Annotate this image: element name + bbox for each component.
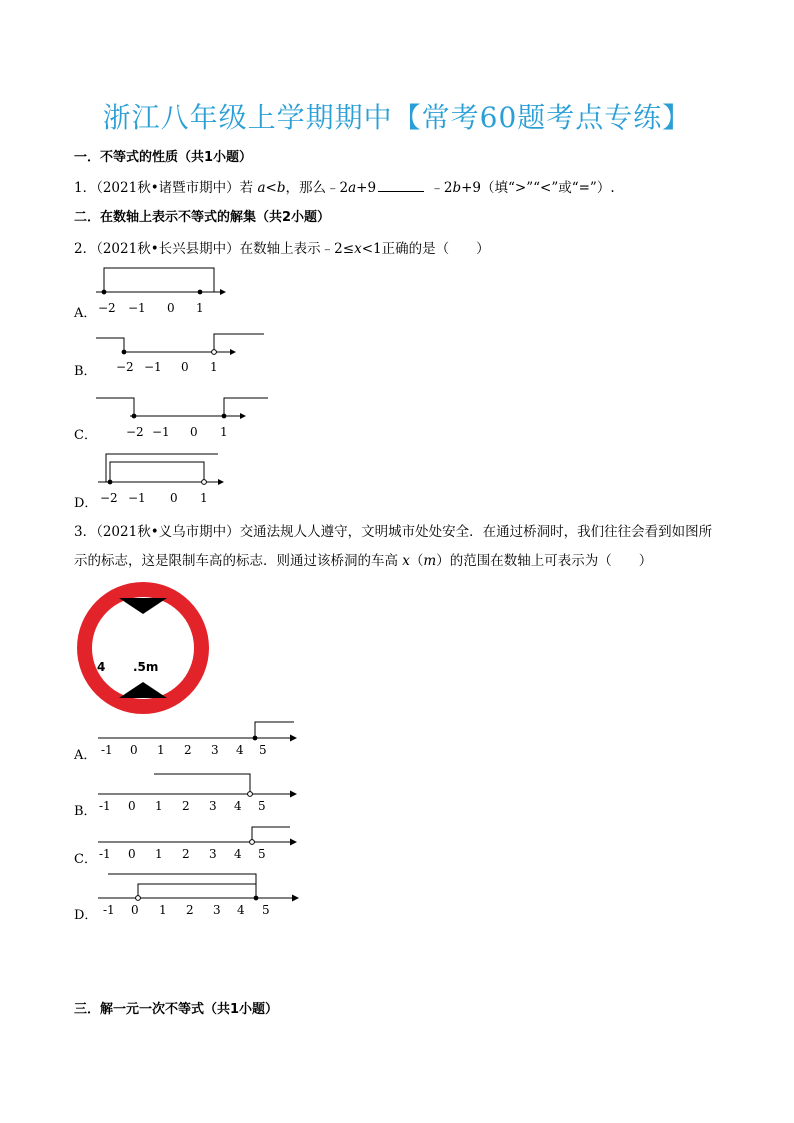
tick-label: −1 <box>128 491 146 505</box>
q3-option-d-label[interactable]: D． <box>74 908 98 923</box>
height-limit-sign <box>75 580 211 716</box>
q3-option-c-label[interactable]: C． <box>74 852 97 867</box>
axis-arrow <box>218 479 224 485</box>
tick-label: 0 <box>131 903 139 917</box>
tick-label: 4 <box>237 903 245 917</box>
tick-label: 1 <box>155 799 163 813</box>
q1-suffix: +9（填“>”“<”或“=”）. <box>461 180 615 196</box>
q3-option-c-numberline <box>94 820 304 864</box>
endpoint-open <box>248 792 253 797</box>
q2-text-pre: 2．（2021秋•长兴县期中）在数轴上表示﹣2≤ <box>74 241 355 257</box>
q1-var-b2: b <box>452 180 462 196</box>
tick-label: 1 <box>200 491 208 505</box>
solution-bracket-left <box>96 398 134 416</box>
tick-label: 0 <box>130 743 138 757</box>
q3-unit-open: （ <box>409 553 424 569</box>
q3-option-b-label[interactable]: B． <box>74 804 97 819</box>
q1-lt: < <box>265 180 277 196</box>
q1-var-a2: a <box>348 180 357 196</box>
axis-arrow <box>230 349 236 355</box>
q2-option-b-numberline <box>90 326 270 380</box>
tick-label: 1 <box>210 360 218 374</box>
solution-bracket <box>154 774 250 794</box>
tick-label: 0 <box>181 360 189 374</box>
tick-label: 0 <box>128 847 136 861</box>
q3-option-d-numberline <box>94 866 304 920</box>
endpoint-open <box>250 840 255 845</box>
q1-prefix: 1．（2021秋•诸暨市期中）若 <box>74 180 258 196</box>
endpoint-closed <box>222 414 227 419</box>
solution-bracket-outer <box>106 454 218 482</box>
tick-label: -1 <box>101 743 113 757</box>
tick-label: −2 <box>126 425 144 439</box>
tick-label: 1 <box>155 847 163 861</box>
endpoint-open <box>212 350 217 355</box>
tick-label: 2 <box>186 903 194 917</box>
tick-label: −2 <box>100 491 118 505</box>
axis-arrow <box>290 735 297 742</box>
question-3-line-2 <box>74 549 652 569</box>
section-heading-3: 三．解一元一次不等式（共1小题） <box>74 1002 279 1017</box>
q2-option-d-label[interactable]: D． <box>74 496 98 511</box>
q3-line2-post: 的范围在数轴上可表示为（ ） <box>449 553 653 569</box>
tick-label: 3 <box>209 799 217 813</box>
tick-label: −2 <box>98 301 116 315</box>
tick-label: 0 <box>170 491 178 505</box>
q2-option-c-numberline <box>90 390 274 446</box>
tick-label: 1 <box>220 425 228 439</box>
tick-label: 1 <box>196 301 204 315</box>
sign-height-decimal: .5m <box>133 660 159 674</box>
section-heading-1: 一．不等式的性质（共1小题） <box>74 150 253 165</box>
q3-unit-close: ） <box>436 553 450 569</box>
q3-option-a-numberline <box>94 716 304 760</box>
tick-label: 1 <box>159 903 167 917</box>
endpoint-closed <box>122 350 127 355</box>
tick-label: 4 <box>234 847 242 861</box>
q2-option-a-label[interactable]: A． <box>74 306 97 321</box>
question-2 <box>74 237 490 257</box>
endpoint-closed <box>198 290 203 295</box>
q3-var-x: x <box>402 553 410 569</box>
q2-option-a-numberline <box>90 262 230 322</box>
tick-label: 2 <box>184 743 192 757</box>
endpoint-closed <box>132 414 137 419</box>
endpoint-open <box>136 896 141 901</box>
q3-unit-m: m <box>423 553 437 569</box>
q3-option-b-numberline <box>94 766 304 816</box>
page-title: 浙江八年级上学期期中【常考60题考点专练】 <box>102 101 692 134</box>
solution-bracket-right <box>214 334 264 352</box>
axis-arrow <box>220 289 226 295</box>
q1-after: ﹣2 <box>426 180 453 196</box>
tick-label: 4 <box>236 743 244 757</box>
tick-label: 3 <box>213 903 221 917</box>
tick-label: −2 <box>116 360 134 374</box>
tick-label: 2 <box>182 847 190 861</box>
tick-label: 3 <box>211 743 219 757</box>
endpoint-closed <box>254 896 259 901</box>
question-1 <box>74 176 615 196</box>
tick-label: 3 <box>209 847 217 861</box>
tick-label: 0 <box>167 301 175 315</box>
axis-arrow <box>290 839 297 846</box>
tick-label: 2 <box>182 799 190 813</box>
solution-bracket-outer <box>108 874 256 898</box>
tick-label: −1 <box>152 425 170 439</box>
tick-label: 1 <box>157 743 165 757</box>
answer-blank[interactable] <box>378 179 424 192</box>
tick-label: 0 <box>190 425 198 439</box>
tick-label: -1 <box>99 799 111 813</box>
solution-bracket <box>252 827 290 842</box>
tick-label: 4 <box>234 799 242 813</box>
tick-label: −1 <box>128 301 146 315</box>
solution-bracket <box>104 268 214 292</box>
solution-bracket-inner <box>138 884 256 898</box>
solution-bracket-left <box>96 338 124 352</box>
tick-label: -1 <box>103 903 115 917</box>
axis-arrow <box>290 791 297 798</box>
q3-line2-pre: 示的标志，这是限制车高的标志．则通过该桥洞的车高 <box>74 553 403 569</box>
endpoint-closed <box>102 290 107 295</box>
solution-bracket <box>255 722 294 738</box>
tick-label: 0 <box>128 799 136 813</box>
q2-option-d-numberline <box>90 450 240 510</box>
sign-height-number: 4 <box>97 660 106 674</box>
endpoint-closed <box>108 480 113 485</box>
endpoint-closed <box>253 736 258 741</box>
solution-bracket-inner <box>110 462 204 482</box>
tick-label: 5 <box>259 743 267 757</box>
q2-var-x: x <box>354 241 362 257</box>
axis-arrow <box>292 895 299 902</box>
axis-arrow <box>240 413 246 419</box>
tick-label: 5 <box>262 903 270 917</box>
solution-bracket-right <box>224 398 268 416</box>
q1-var-b: b <box>276 180 286 196</box>
tick-label: −1 <box>144 360 162 374</box>
section-heading-2: 二．在数轴上表示不等式的解集（共2小题） <box>74 210 331 225</box>
q1-mid: ，那么﹣2 <box>285 180 349 196</box>
q1-plus: +9 <box>356 180 377 196</box>
q1-var-a: a <box>257 180 266 196</box>
tick-label: -1 <box>99 847 111 861</box>
question-3-line-1: 3．（2021秋•义乌市期中）交通法规人人遵守，文明城市处处安全．在通过桥洞时，我们往往会看到如图所 <box>74 524 713 540</box>
q2-text-post: <1正确的是（ ） <box>361 241 490 257</box>
tick-label: 5 <box>258 847 266 861</box>
tick-label: 5 <box>258 799 266 813</box>
endpoint-open <box>202 480 207 485</box>
q2-option-b-label[interactable]: B． <box>74 364 97 379</box>
q2-option-c-label[interactable]: C． <box>74 428 97 443</box>
q3-option-a-label[interactable]: A． <box>74 748 97 763</box>
